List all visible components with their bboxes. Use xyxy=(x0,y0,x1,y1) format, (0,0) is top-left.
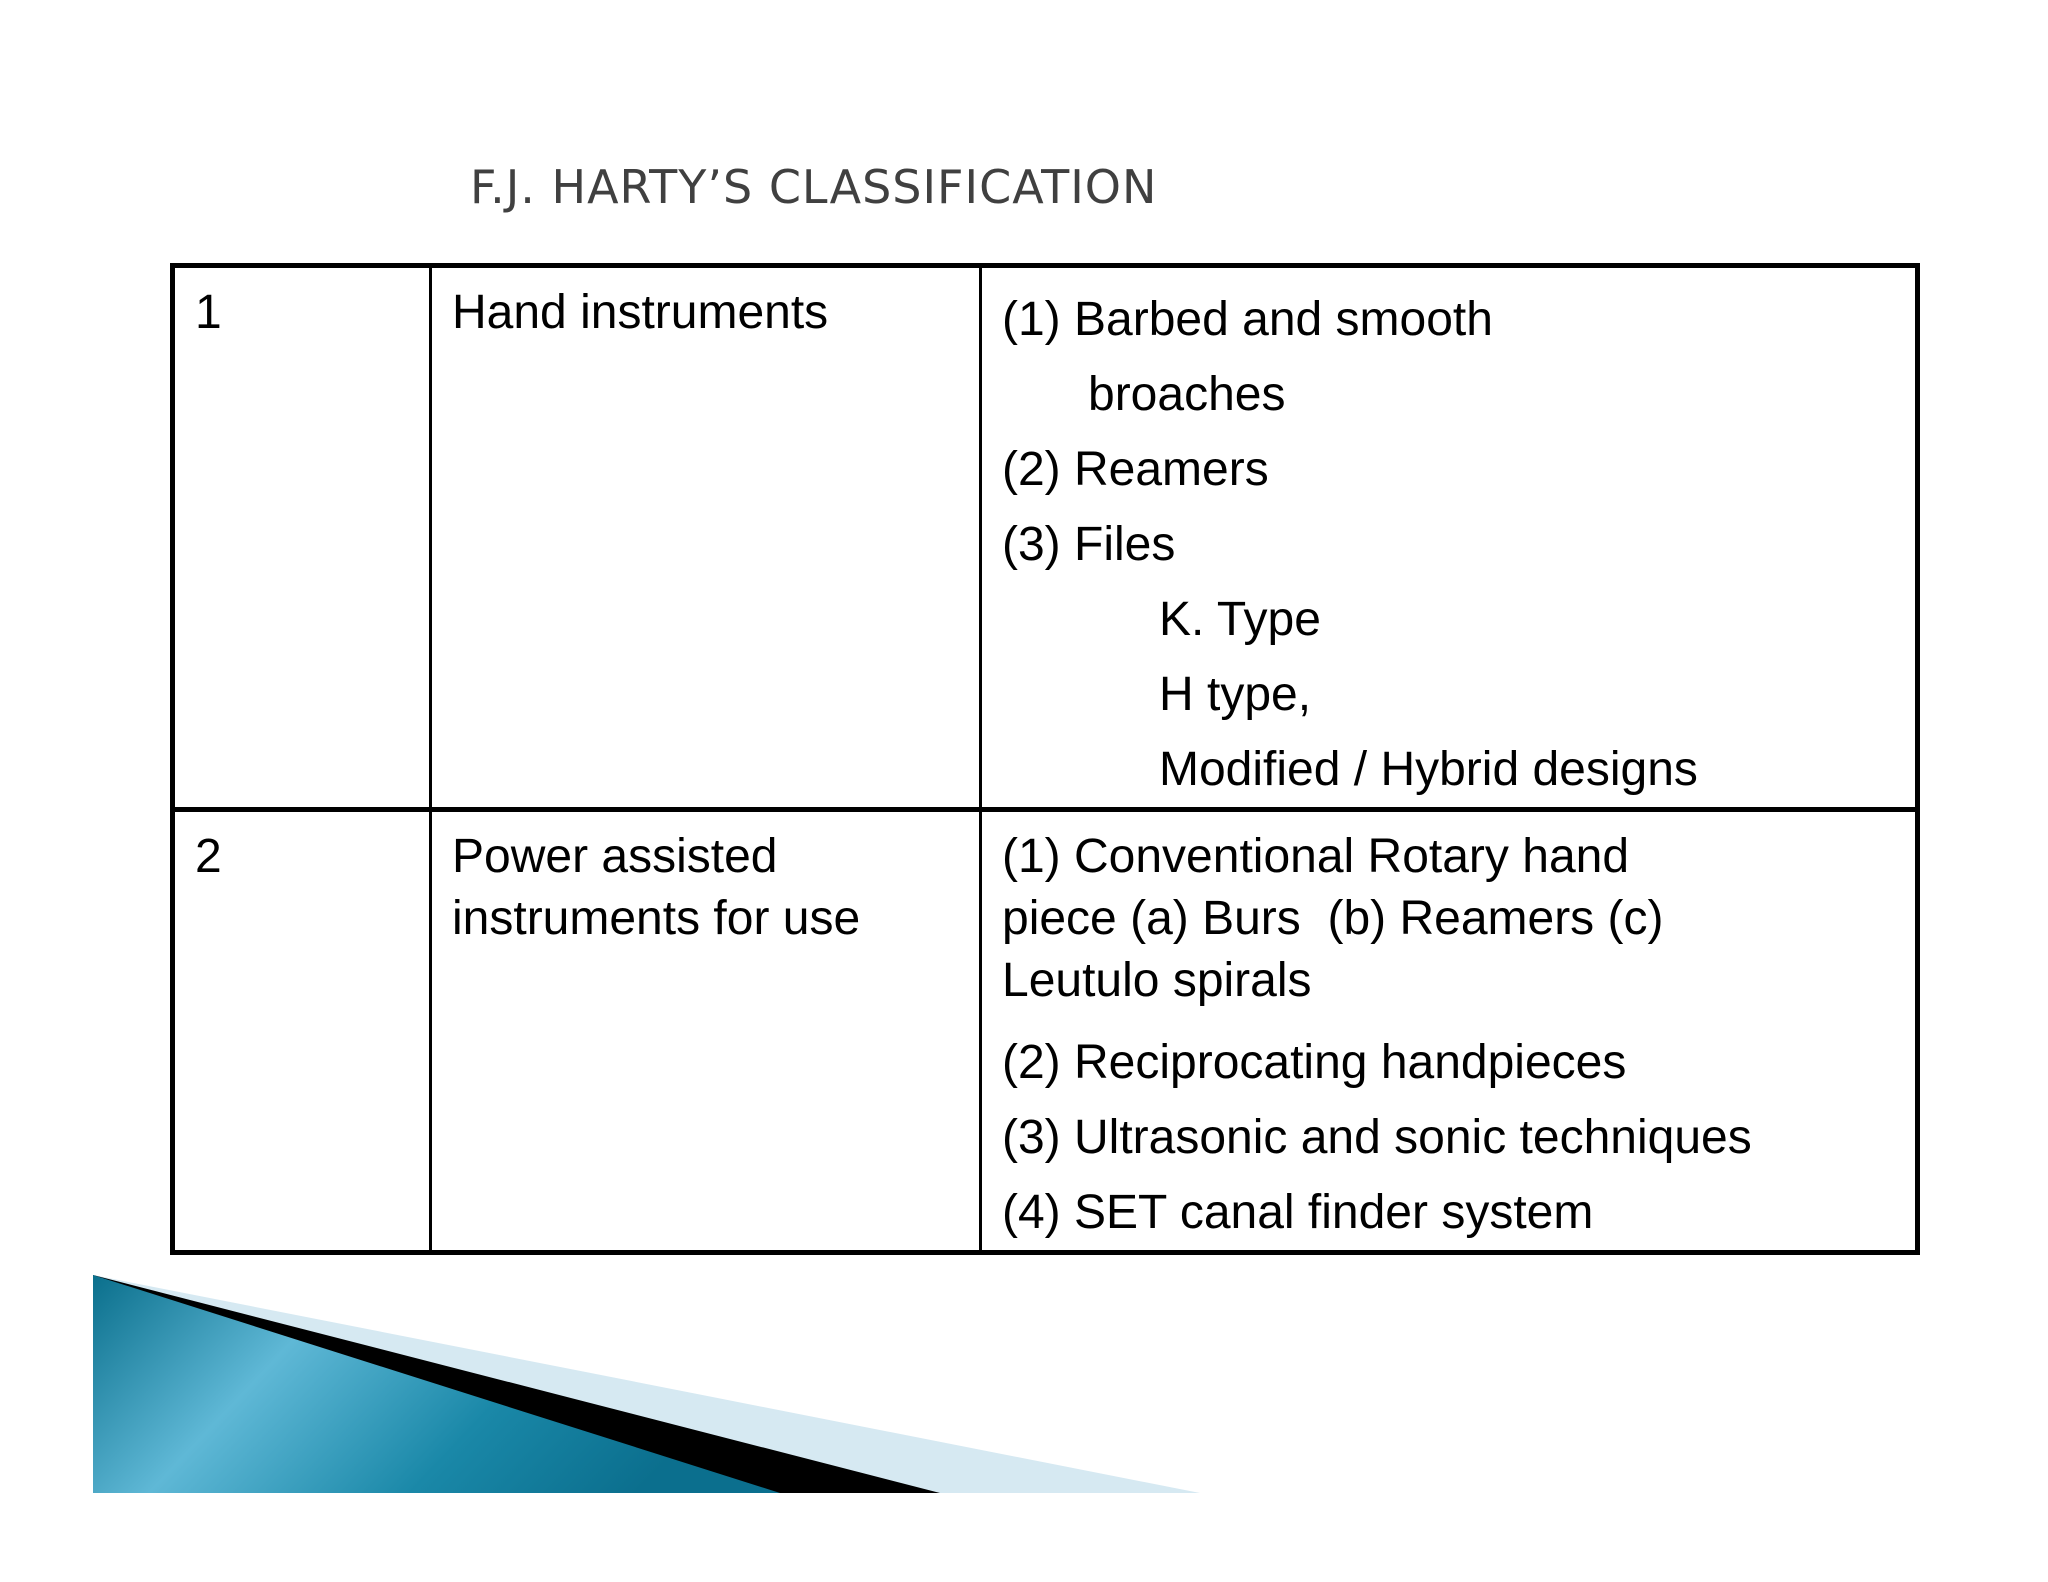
category-label: instruments for use xyxy=(452,892,861,945)
row-number: 1 xyxy=(195,286,222,339)
classification-table xyxy=(170,263,1920,1255)
list-item: (1) Conventional Rotary hand xyxy=(1002,830,1630,883)
swoosh-black-band xyxy=(93,1275,940,1493)
row-number-cell xyxy=(173,810,431,1253)
list-item: (1) Barbed and smooth xyxy=(1002,293,1493,346)
category-label: Hand instruments xyxy=(452,286,829,339)
swoosh-pale-band xyxy=(93,1275,1200,1493)
list-item: Modified / Hybrid designs xyxy=(1159,743,1698,796)
list-item: H type, xyxy=(1159,668,1312,721)
list-item: (4) SET canal finder system xyxy=(1002,1186,1594,1239)
list-item: Leutulo spirals xyxy=(1002,954,1312,1007)
list-item: (3) Ultrasonic and sonic techniques xyxy=(1002,1111,1752,1164)
category-cell xyxy=(431,810,981,1253)
table-row xyxy=(173,810,1918,1253)
list-item: piece (a) Burs (b) Reamers (c) xyxy=(1002,892,1664,945)
table-row xyxy=(173,266,1918,810)
details-cell xyxy=(981,266,1918,810)
row-number: 2 xyxy=(195,830,222,883)
list-item: K. Type xyxy=(1159,593,1321,646)
list-item: (3) Files xyxy=(1002,518,1176,571)
list-item: (2) Reciprocating handpieces xyxy=(1002,1036,1627,1089)
list-item: (2) Reamers xyxy=(1002,443,1269,496)
category-label: Power assisted xyxy=(452,830,778,883)
swoosh-blue-band xyxy=(93,1275,780,1493)
details-cell xyxy=(981,810,1918,1253)
category-cell xyxy=(431,266,981,810)
row-number-cell xyxy=(173,266,431,810)
list-item: broaches xyxy=(1088,368,1286,421)
slide-title: F.J. HARTY’S CLASSIFICATION xyxy=(470,160,1158,214)
